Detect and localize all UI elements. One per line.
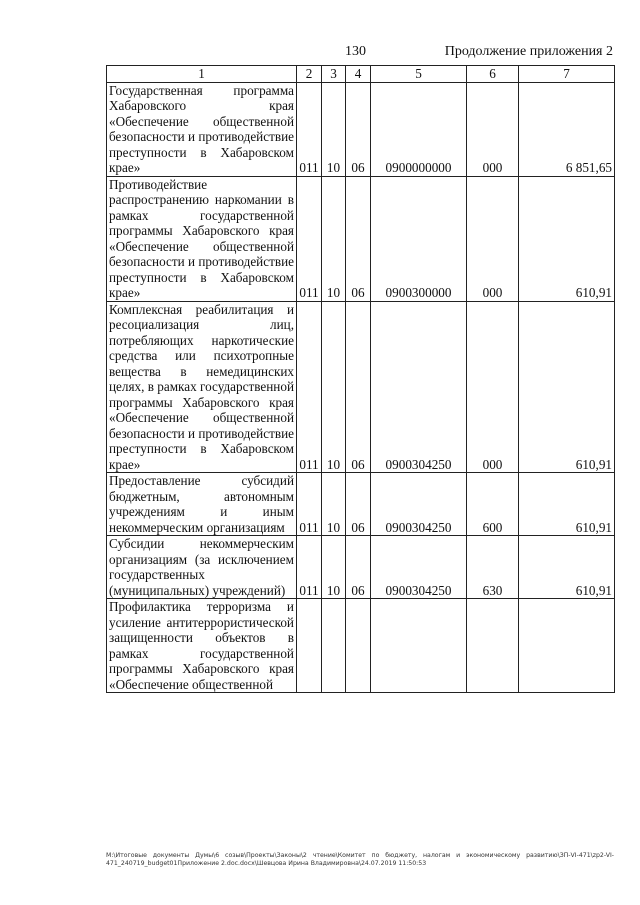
- cell-target-article: 0900304250: [371, 536, 467, 599]
- column-header: 5: [371, 66, 467, 83]
- cell-section: 10: [322, 473, 346, 536]
- cell-amount: [519, 599, 615, 693]
- file-path-footer: M:\Итоговые документы Думы\6 созыв\Проекты\Законы\2 чтение\Комитет по бюджету, налогам и экономическому развитию\ЗП-VI-471\zp2-VI-471_240719_budget01Приложение 2.doc.docx\Шевцова Ирина Владимировна\24.07.2019 11:50:53: [106, 852, 614, 867]
- row-name: Предоставление субсидий бюджетным, автономным учреждениям и иным некоммерческим организациям: [107, 473, 297, 536]
- cell-ministry: 011: [297, 473, 322, 536]
- cell-section: 10: [322, 301, 346, 473]
- cell-ministry: 011: [297, 176, 322, 301]
- cell-ministry: 011: [297, 301, 322, 473]
- cell-amount: 610,91: [519, 176, 615, 301]
- page-number: 130: [345, 44, 366, 59]
- cell-subsection: 06: [346, 176, 371, 301]
- table-row: [107, 473, 615, 536]
- cell-target-article: [371, 599, 467, 693]
- table-row: [107, 82, 615, 176]
- table-row: [107, 599, 615, 693]
- cell-section: 10: [322, 176, 346, 301]
- table-header-row: [107, 66, 615, 83]
- cell-ministry: [297, 599, 322, 693]
- row-name: Противодействие распространению наркомании в рамках государственной программы Хабаровского края «Обеспечение общественной безопасности и противодействие преступности в Хабаровском крае»: [107, 176, 297, 301]
- cell-section: 10: [322, 82, 346, 176]
- cell-expense-type: [467, 599, 519, 693]
- budget-table: [106, 65, 615, 693]
- cell-expense-type: 630: [467, 536, 519, 599]
- cell-expense-type: 000: [467, 176, 519, 301]
- cell-subsection: 06: [346, 301, 371, 473]
- cell-ministry: 011: [297, 82, 322, 176]
- cell-subsection: 06: [346, 536, 371, 599]
- continuation-title: Продолжение приложения 2: [444, 44, 613, 59]
- cell-amount: 610,91: [519, 301, 615, 473]
- column-header: 2: [297, 66, 322, 83]
- cell-amount: 6 851,65: [519, 82, 615, 176]
- cell-target-article: 0900304250: [371, 301, 467, 473]
- table-row: [107, 301, 615, 473]
- cell-subsection: 06: [346, 82, 371, 176]
- table-row: [107, 176, 615, 301]
- row-name: Профилактика терроризма и усиление антитеррористической защищенности объектов в рамках государственной программы Хабаровского края «Обеспечение общественной: [107, 599, 297, 693]
- cell-expense-type: 000: [467, 82, 519, 176]
- cell-amount: 610,91: [519, 536, 615, 599]
- table-row: [107, 536, 615, 599]
- cell-ministry: 011: [297, 536, 322, 599]
- row-name: Государственная программа Хабаровского края «Обеспечение общественной безопасности и противодействие преступности в Хабаровском крае»: [107, 82, 297, 176]
- row-name: Комплексная реабилитация и ресоциализация лиц, потребляющих наркотические средства или психотропные вещества в немедицинских целях, в рамках государственной программы Хабаровского края «Обеспечение общественной безопасности и противодействие преступности в Хабаровском крае»: [107, 301, 297, 473]
- cell-expense-type: 600: [467, 473, 519, 536]
- cell-target-article: 0900300000: [371, 176, 467, 301]
- column-header: 3: [322, 66, 346, 83]
- cell-section: 10: [322, 536, 346, 599]
- cell-subsection: [346, 599, 371, 693]
- column-header: 6: [467, 66, 519, 83]
- cell-section: [322, 599, 346, 693]
- cell-expense-type: 000: [467, 301, 519, 473]
- column-header: 4: [346, 66, 371, 83]
- cell-target-article: 0900304250: [371, 473, 467, 536]
- row-name: Субсидии некоммерческим организациям (за исключением государственных (муниципальных) учреждений): [107, 536, 297, 599]
- column-header: 1: [107, 66, 297, 83]
- cell-amount: 610,91: [519, 473, 615, 536]
- cell-target-article: 0900000000: [371, 82, 467, 176]
- column-header: 7: [519, 66, 615, 83]
- cell-subsection: 06: [346, 473, 371, 536]
